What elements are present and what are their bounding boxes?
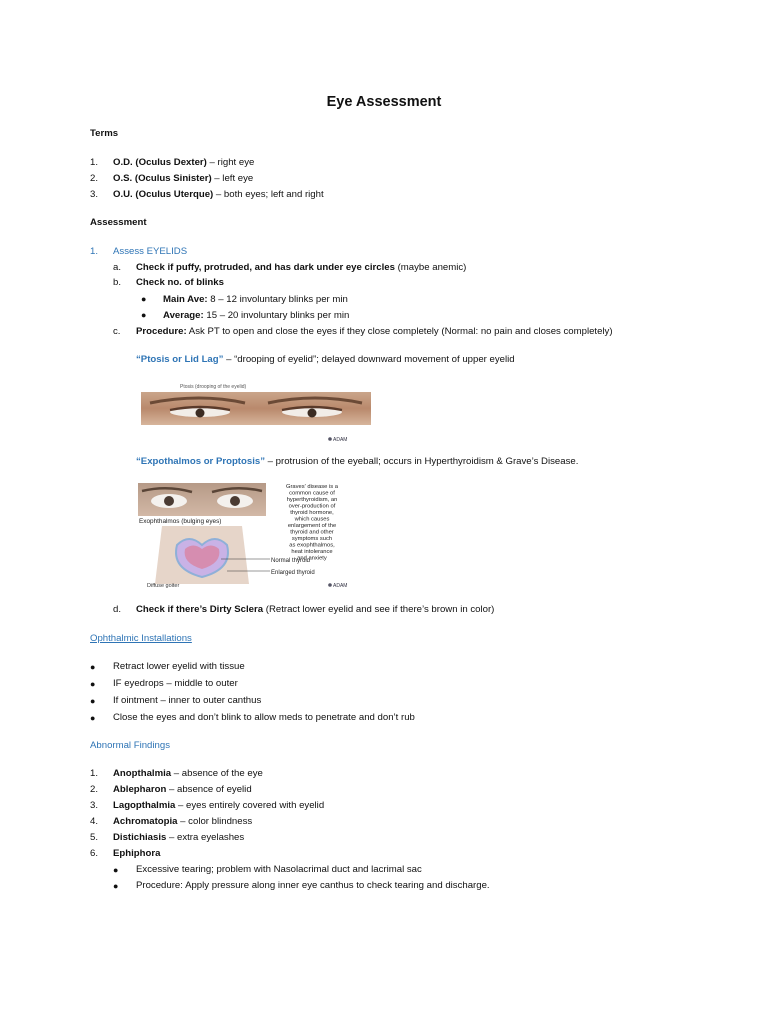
bullet: ● [141, 294, 147, 304]
eyelids-item-a: Check if puffy, protruded, and has dark under eye circles (maybe anemic) [136, 262, 467, 273]
svg-text:common cause of: common cause of [289, 490, 335, 497]
finding-number: 2. [90, 784, 99, 795]
terms-heading: Terms [90, 128, 119, 139]
page-title: Eye Assessment [326, 94, 442, 110]
finding-item: Ablepharon – absence of eyelid [113, 784, 252, 795]
blink-item: Average: 15 – 20 involuntary blinks per min [163, 310, 350, 321]
left-iris [196, 409, 205, 418]
ephiphora-sub-item: Procedure: Apply pressure along inner eye canthus to check tearing and discharge. [136, 880, 490, 891]
svg-text:Graves' disease is a: Graves' disease is a [285, 484, 339, 490]
svg-text:thyroid hormone,: thyroid hormone, [290, 510, 334, 516]
svg-text:and anxiety: and anxiety [297, 555, 327, 562]
item-letter: b. [113, 277, 122, 288]
bullet: ● [113, 881, 119, 891]
eyelids-item-d: Check if there’s Dirty Sclera (Retract lower eyelid and see if there’s brown in color) [136, 604, 495, 615]
right-iris [308, 409, 317, 418]
finding-number: 4. [90, 816, 99, 827]
svg-text:over-production of: over-production of [288, 503, 336, 510]
bullet: ● [141, 310, 147, 320]
bullet: ● [113, 865, 119, 875]
enlarged-thyroid-label: Enlarged thyroid [271, 570, 315, 576]
finding-number: 5. [90, 832, 99, 843]
finding-item: Ephiphora [113, 848, 161, 859]
ophthalmic-item: Retract lower eyelid with tissue [113, 661, 245, 672]
adam-logo [328, 437, 347, 443]
svg-text:heat intolerance: heat intolerance [291, 549, 333, 555]
ephiphora-sub-item: Excessive tearing; problem with Nasolacrimal duct and lacrimal sac [136, 864, 422, 875]
term-item: O.S. (Oculus Sinister) – left eye [113, 173, 254, 184]
item-letter: a. [113, 262, 122, 273]
graves-disease-image [137, 481, 372, 591]
ophthalmic-heading-link[interactable]: Ophthalmic Installations [90, 633, 192, 644]
item-letter: d. [113, 604, 122, 615]
adam-logo-mark [328, 437, 332, 441]
svg-text:thyroid and other: thyroid and other [290, 529, 334, 536]
svg-text:hyperthyroidism, an: hyperthyroidism, an [286, 497, 338, 503]
blink-item: Main Ave: 8 – 12 involuntary blinks per min [163, 294, 348, 305]
finding-item: Distichiasis – extra eyelashes [113, 832, 245, 843]
svg-text:enlargement of the: enlargement of the [287, 523, 337, 529]
finding-item: Lagopthalmia – eyes entirely covered with eyelid [113, 800, 325, 811]
term-item: O.D. (Oculus Dexter) – right eye [113, 157, 255, 168]
bullet: ● [90, 713, 96, 723]
eyelids-item-c: Procedure: Ask PT to open and close the eyes if they close completely (Normal: no pain and closes completely) [136, 326, 613, 337]
svg-text:as exophthalmos,: as exophthalmos, [289, 542, 335, 549]
graves-description [286, 484, 339, 562]
bullet: ● [90, 662, 96, 672]
adam-logo-text: ADAM [333, 583, 348, 589]
assessment-heading: Assessment [90, 217, 147, 228]
section-number: 1. [90, 246, 99, 257]
finding-item: Achromatopia – color blindness [113, 816, 253, 827]
term-number: 1. [90, 157, 99, 168]
term-item: O.U. (Oculus Uterque) – both eyes; left and right [113, 189, 324, 200]
svg-text:symptoms such: symptoms such [291, 536, 333, 542]
exophthalmos-label: Exophthalmos (bulging eyes) [139, 518, 222, 525]
ptosis-image [140, 383, 372, 443]
ophthalmic-item: Close the eyes and don’t blink to allow meds to penetrate and don’t rub [113, 712, 415, 723]
finding-number: 3. [90, 800, 99, 811]
finding-number: 1. [90, 768, 99, 779]
ophthalmic-item: If ointment – inner to outer canthus [113, 695, 262, 706]
adam-logo [328, 583, 347, 589]
eyelids-item-b: Check no. of blinks [136, 277, 224, 288]
adam-logo-mark [328, 583, 332, 587]
abnormal-heading: Abnormal Findings [90, 740, 170, 751]
ophthalmic-item: IF eyedrops – middle to outer [113, 678, 238, 689]
item-letter: c. [113, 326, 121, 337]
ptosis-caption: Ptosis (drooping of the eyelid) [180, 384, 247, 390]
finding-item: Anopthalmia – absence of the eye [113, 768, 263, 779]
eyelids-heading: Assess EYELIDS [113, 246, 188, 257]
expothalmos-definition: “Expothalmos or Proptosis” – protrusion of the eyeball; occurs in Hyperthyroidism & Grave’s Disease. [136, 456, 579, 467]
bullet: ● [90, 679, 96, 689]
normal-thyroid-label: Normal thyroid [271, 558, 311, 564]
adam-logo-text: ADAM [333, 437, 348, 443]
term-number: 2. [90, 173, 99, 184]
ptosis-definition: “Ptosis or Lid Lag” – “drooping of eyelid”; delayed downward movement of upper eyelid [136, 354, 515, 365]
goiter-label: Diffuse goiter [147, 583, 180, 589]
bullet: ● [90, 696, 96, 706]
finding-number: 6. [90, 848, 99, 859]
svg-text:which causes: which causes [294, 516, 330, 523]
term-number: 3. [90, 189, 99, 200]
